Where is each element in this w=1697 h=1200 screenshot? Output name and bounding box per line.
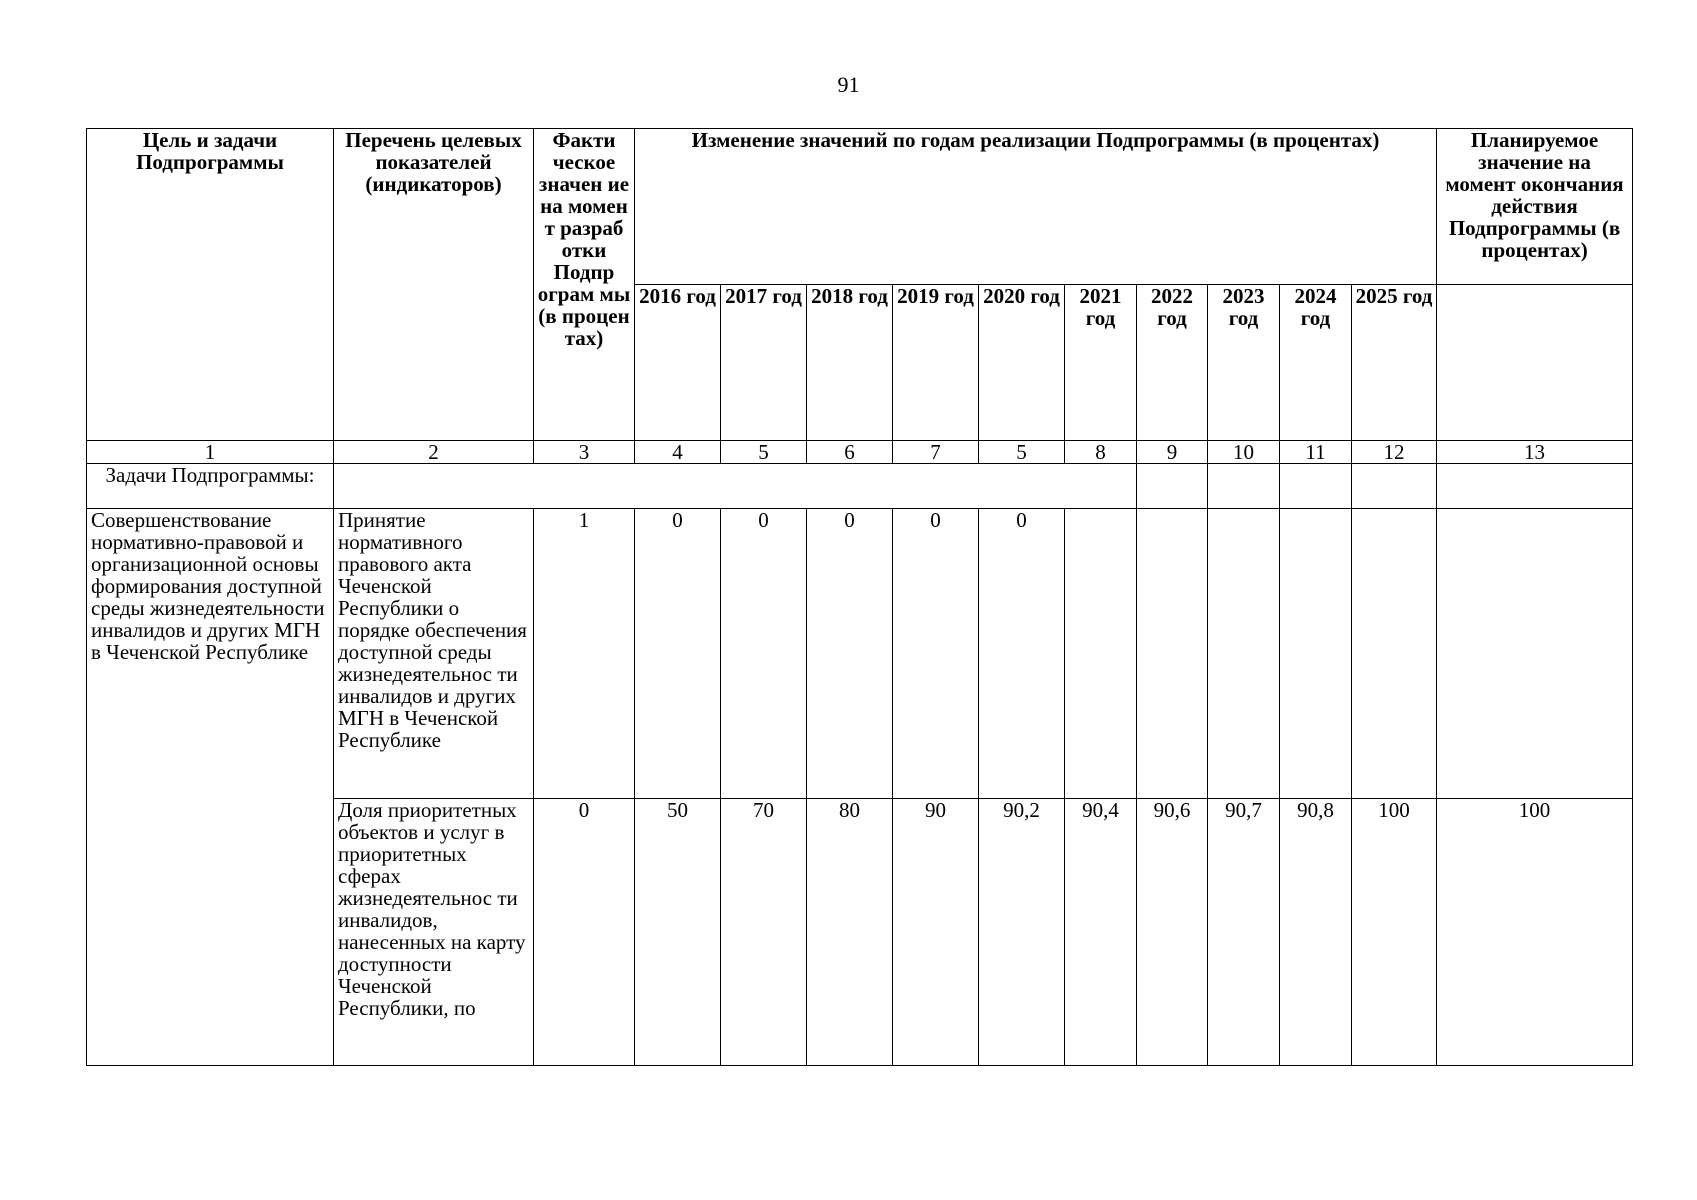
header-row-1 [87,129,1633,285]
actual-value: 1 [534,509,635,799]
header-year: 2019 год [893,285,979,441]
column-number: 1 [87,441,334,464]
indicator-row [87,509,1633,799]
empty-cell [1352,464,1437,509]
planned-value [1437,509,1633,799]
header-year: 2020 год [979,285,1065,441]
year-value [1352,509,1437,799]
year-value: 0 [893,509,979,799]
column-number: 11 [1280,441,1352,464]
column-number: 2 [334,441,534,464]
header-indicators: Перечень целевых показателей (индикаторов) [334,129,534,441]
header-year: 2025 год [1352,285,1437,441]
column-number: 12 [1352,441,1437,464]
indicator-name: Принятие нормативного правового акта Чеченской Республики о порядке обеспечения доступной среды жизнедеятельнос ти инвалидов и других МГН в Чеченской Республике [334,509,534,799]
header-planned: Планируемое значение на момент окончания действия Подпрограммы (в процентах) [1437,129,1633,285]
empty-cell [1137,464,1208,509]
header-year: 2024 год [1280,285,1352,441]
empty-cell [1280,464,1352,509]
header-year: 2023 год [1208,285,1280,441]
column-number: 9 [1137,441,1208,464]
year-value: 50 [635,799,721,1066]
header-year: 2018 год [807,285,893,441]
header-change-by-years: Изменение значений по годам реализации Подпрограммы (в процентах) [635,129,1437,285]
year-value: 90,2 [979,799,1065,1066]
header-actual: Факти ческое значен ие на момен т разраб отки Подпр ограм мы (в процен тах) [534,129,635,441]
goal-text: Совершенствование нормативно-правовой и организационной основы формирования доступной среды жизнедеятельности инвалидов и других МГН в Чеченской Республике [87,509,334,1066]
tasks-row [87,464,1633,509]
planned-value: 100 [1437,799,1633,1066]
actual-value: 0 [534,799,635,1066]
year-value: 90 [893,799,979,1066]
year-value: 80 [807,799,893,1066]
empty-cell [1437,464,1633,509]
year-value: 0 [635,509,721,799]
year-value [1280,509,1352,799]
header-planned-blank [1437,285,1633,441]
year-value: 0 [807,509,893,799]
header-year: 2016 год [635,285,721,441]
column-number: 6 [807,441,893,464]
column-number: 3 [534,441,635,464]
year-value: 100 [1352,799,1437,1066]
year-value [1208,509,1280,799]
year-value: 90,4 [1065,799,1137,1066]
indicator-name: Доля приоритетных объектов и услуг в приоритетных сферах жизнедеятельнос ти инвалидов, нанесенных на карту доступности Чеченской Республики, по [334,799,534,1066]
column-number: 10 [1208,441,1280,464]
column-number: 13 [1437,441,1633,464]
header-goal: Цель и задачи Подпрограммы [87,129,334,441]
tasks-label: Задачи Подпрограммы: [87,464,334,509]
empty-cell [1208,464,1280,509]
header-year: 2022 год [1137,285,1208,441]
year-value: 0 [721,509,807,799]
year-value: 90,7 [1208,799,1280,1066]
column-number: 5 [721,441,807,464]
column-number: 7 [893,441,979,464]
header-year: 2017 год [721,285,807,441]
column-number: 4 [635,441,721,464]
indicators-table [86,128,1633,1066]
page-number: 91 [837,72,860,97]
year-value: 90,8 [1280,799,1352,1066]
year-value [1137,509,1208,799]
year-value: 70 [721,799,807,1066]
column-number: 8 [1065,441,1137,464]
empty-cell [334,464,1137,509]
year-value [1065,509,1137,799]
column-number-row [87,441,1633,464]
year-value: 90,6 [1137,799,1208,1066]
header-year: 2021 год [1065,285,1137,441]
column-number: 5 [979,441,1065,464]
year-value: 0 [979,509,1065,799]
